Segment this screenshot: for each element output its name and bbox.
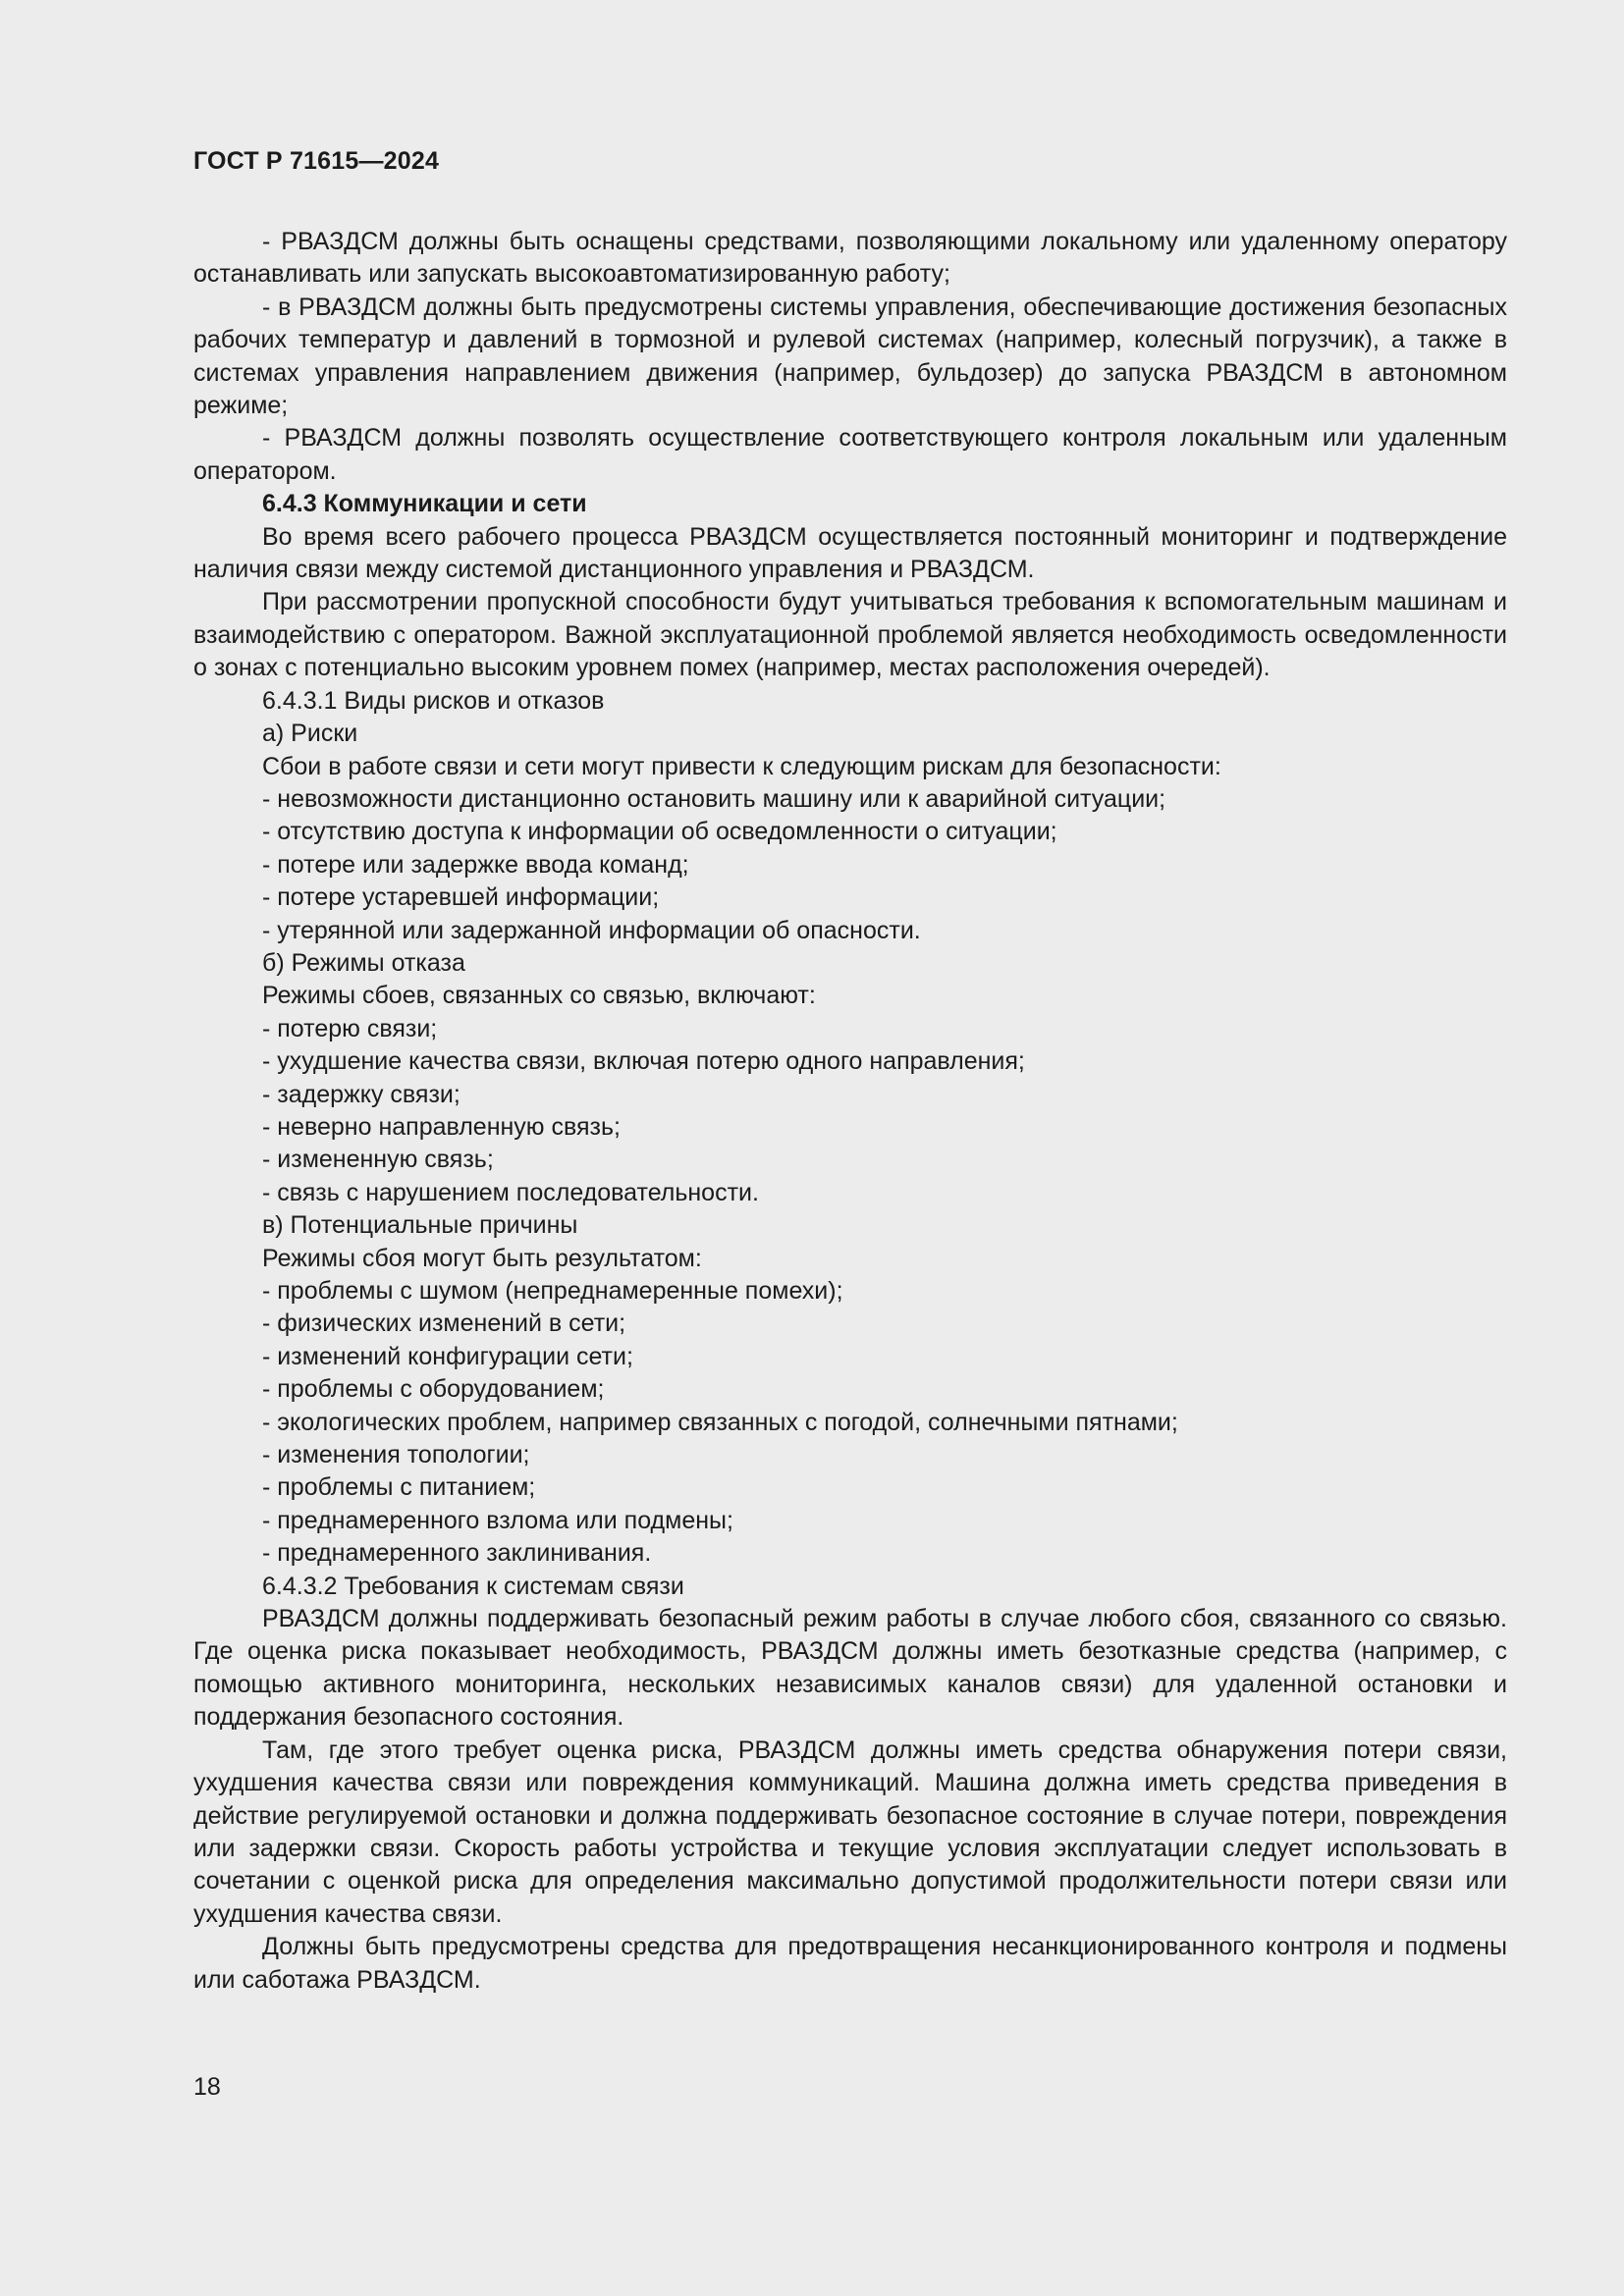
paragraph: - в РВАЗДСМ должны быть предусмотрены системы управления, обеспечивающие достижения безопасных рабочих температур и давлений в тормозной и рулевой системах (например, колесный погрузчик), а также в системах управления направлением движения (например, бульдозер) до запуска РВАЗДСМ в автономном режиме; bbox=[193, 293, 1507, 420]
paragraph: Там, где этого требует оценка риска, РВАЗДСМ должны иметь средства обнаружения потери связи, ухудшения качества связи или повреждения коммуникаций. Машина должна иметь средства приведения в действие регулируемой остановки и должна поддерживать безопасное состояние в случае потери, повреждения или задержки связи. Скорость работы устройства и текущие условия эксплуатации следует использовать в сочетании с оценкой риска для определения максимально допустимой продолжительности потери связи или ухудшения качества связи. bbox=[193, 1735, 1507, 1928]
list-item: - проблемы с шумом (непреднамеренные помехи); bbox=[262, 1277, 843, 1305]
list-item: - изменений конфигурации сети; bbox=[262, 1342, 633, 1370]
paragraph: РВАЗДСМ должны поддерживать безопасный режим работы в случае любого сбоя, связанного со связью. Где оценка риска показывает необходимость, РВАЗДСМ должны иметь безотказные средства (например, с помощью активного мониторинга, нескольких независимых каналов связи) для удаленной остановки и поддержания безопасного состояния. bbox=[193, 1605, 1507, 1732]
list-item: - экологических проблем, например связанных с погодой, солнечными пятнами; bbox=[262, 1408, 1178, 1436]
subsection-heading: 6.4.3.1 Виды рисков и отказов bbox=[262, 686, 605, 715]
section-heading: 6.4.3 Коммуникации и сети bbox=[262, 490, 587, 518]
list-item: - ухудшение качества связи, включая потерю одного направления; bbox=[262, 1047, 1025, 1076]
paragraph: - РВАЗДСМ должны быть оснащены средствами, позволяющими локальному или удаленному оператору останавливать или запускать высокоавтоматизированную работу; bbox=[193, 228, 1507, 289]
paragraph: Во время всего рабочего процесса РВАЗДСМ осуществляется постоянный мониторинг и подтверждение наличия связи между системой дистанционного управления и РВАЗДСМ. bbox=[193, 522, 1507, 584]
paragraph: Должны быть предусмотрены средства для предотвращения несанкционированного контроля и подмены или саботажа РВАЗДСМ. bbox=[193, 1933, 1507, 1994]
list-item: - преднамеренного взлома или подмены; bbox=[262, 1506, 733, 1534]
list-heading: б) Режимы отказа bbox=[262, 948, 465, 977]
list-item: - связь с нарушением последовательности. bbox=[262, 1178, 759, 1206]
list-item: - физических изменений в сети; bbox=[262, 1309, 626, 1338]
document-standard-header: ГОСТ Р 71615—2024 bbox=[193, 147, 440, 175]
list-intro: Режимы сбоев, связанных со связью, включают: bbox=[262, 982, 816, 1010]
list-item: - изменения топологии; bbox=[262, 1441, 530, 1469]
list-item: - невозможности дистанционно остановить машину или к аварийной ситуации; bbox=[262, 784, 1166, 813]
list-item: - отсутствию доступа к информации об осведомленности о ситуации; bbox=[262, 818, 1057, 846]
list-item: - проблемы с оборудованием; bbox=[262, 1375, 605, 1404]
subsection-heading: 6.4.3.2 Требования к системам связи bbox=[262, 1572, 684, 1600]
list-item: - утерянной или задержанной информации об опасности. bbox=[262, 916, 921, 944]
paragraph: - РВАЗДСМ должны позволять осуществление соответствующего контроля локальным или удаленным оператором. bbox=[193, 424, 1507, 485]
paragraph: При рассмотрении пропускной способности будут учитываться требования к вспомогательным машинам и взаимодействию с оператором. Важной эксплуатационной проблемой является необходимость осведомленности о зонах с потенциально высоким уровнем помех (например, местах расположения очередей). bbox=[193, 588, 1507, 682]
list-intro: Режимы сбоя могут быть результатом: bbox=[262, 1244, 702, 1272]
list-item: - потерю связи; bbox=[262, 1014, 438, 1042]
list-intro: Сбои в работе связи и сети могут привести к следующим рискам для безопасности: bbox=[262, 752, 1221, 780]
page-number: 18 bbox=[193, 2073, 221, 2101]
list-item: - измененную связь; bbox=[262, 1146, 494, 1174]
list-item: - потере или задержке ввода команд; bbox=[262, 850, 689, 879]
document-body bbox=[193, 226, 1507, 1997]
list-item: - преднамеренного заклинивания. bbox=[262, 1539, 652, 1568]
list-item: - задержку связи; bbox=[262, 1080, 460, 1108]
list-item: - проблемы с питанием; bbox=[262, 1473, 536, 1502]
list-heading: в) Потенциальные причины bbox=[262, 1211, 578, 1240]
list-item: - потере устаревшей информации; bbox=[262, 883, 660, 912]
list-item: - неверно направленную связь; bbox=[262, 1112, 621, 1141]
list-heading: а) Риски bbox=[262, 720, 358, 748]
